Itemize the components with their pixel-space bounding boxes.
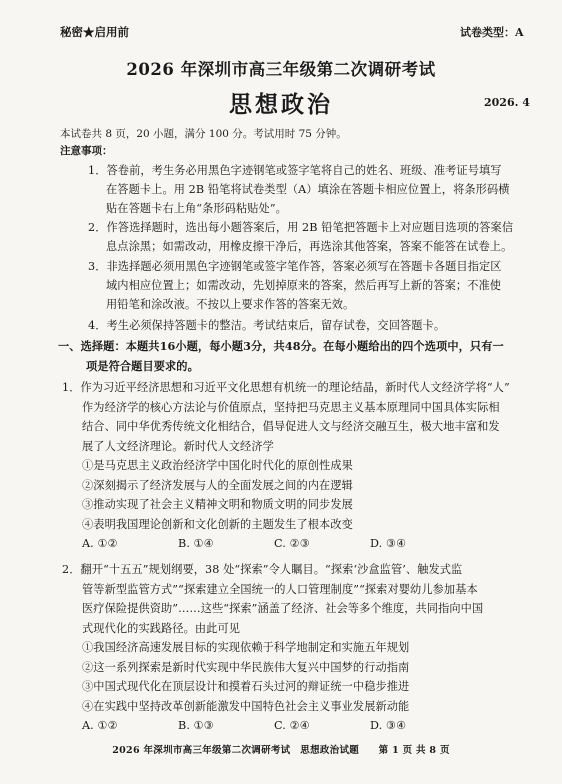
answer-options — [62, 534, 510, 554]
section-line: 项是符合题目要求的。 — [86, 359, 199, 373]
note-line: 域内相应位置上；如需改动，先划掉原来的答案，然后再写上新的答案；不准使 — [106, 279, 502, 292]
option-a: A. ①② — [82, 537, 118, 550]
statement-item: ①是马克思主义政治经济学中国化时代化的原创性成果 — [82, 459, 353, 472]
note-line: 4．考生必须保持答题卡的整洁。考试结束后，留存试卷，交回答题卡。 — [88, 319, 446, 332]
question-stem-line: 作为经济学的核心方法论与价值原点，坚持把马克思主义基本原理同中国具体实际相 — [82, 400, 500, 414]
statement-item: ④表明我国理论创新和文化创新的主题发生了根本改变 — [82, 517, 353, 531]
option-d: D. ③④ — [370, 537, 407, 550]
note-line: 用铅笔和涂改液。不按以上要求作答的答案无效。 — [106, 298, 355, 311]
statement-item: ②这一系列探索是新时代实现中华民族伟大复兴中国梦的行动指南 — [82, 660, 410, 674]
question-stem-line: 1．作为习近平经济思想和习近平文化思想有机统一的理论结晶，新时代人文经济学将“人” — [62, 381, 510, 394]
question-stem-line: 展了人文经济理论。新时代人文经济学 — [82, 439, 274, 453]
question-2 — [62, 560, 483, 736]
option-c: C. ②④ — [274, 719, 310, 732]
option-b: B. ①③ — [178, 719, 214, 732]
statement-item: ③推动实现了社会主义精神文明和物质文明的同步发展 — [82, 498, 353, 511]
question-stem-line: 式现代化的实践路径。由此可见 — [82, 621, 241, 635]
option-d: D. ③④ — [370, 719, 407, 732]
exam-title: 2026 年深圳市高三年级第二次调研考试 — [126, 60, 436, 79]
statement-item: ④在实践中坚持改革创新能激发中国特色社会主义事业发展新动能 — [82, 699, 410, 713]
note-line: 息点涂黑；如需改动，用橡皮擦干净后，再选涂其他答案，答案不能答在试卷上。 — [106, 240, 513, 253]
exam-date: 2026. 4 — [484, 96, 530, 109]
subject-title: 思想政治 — [229, 91, 333, 118]
option-a: A. ①② — [82, 719, 118, 732]
section-line: 一、选择题：本题共16小题，每小题3分，共48分。在每小题给出的四个选项中，只有一 — [58, 339, 504, 353]
paper-type: 试卷类型：A — [460, 26, 524, 39]
note-line: 在答题卡上。用 2B 铅笔将试卷类型（A）填涂在答题卡相应位置上，将条形码横 — [106, 183, 510, 196]
note-1 — [88, 161, 510, 218]
note-line: 1．答卷前，考生务必用黑色字迹钢笔或签字笔将自己的姓名、班级、准考证号填写 — [88, 164, 502, 177]
question-stem-line: 管等新型监管方式”“探索建立全国统一的人口管理制度”“探索对婴幼儿参加基本 — [82, 582, 478, 596]
note-line: 2．作答选择题时，选出每小题答案后，用 2B 铅笔把答题卡上对应题目选项的答案信 — [88, 221, 514, 234]
note-4 — [88, 316, 445, 335]
page-footer: 2026 年深圳市高三年级第二次调研考试 思想政治试题 第 1 页 共 8 页 — [112, 745, 450, 756]
statement-item: ①我国经济高速发展目标的实现依赖于科学地制定和实施五年规划 — [82, 641, 410, 654]
statement-item: ②深刻揭示了经济发展与人的全面发展之间的内在逻辑 — [82, 478, 353, 492]
note-3 — [88, 257, 502, 314]
exam-info: 本试卷共 8 页，20 小题，满分 100 分。考试用时 75 分钟。 — [60, 128, 347, 140]
note-2 — [88, 218, 513, 256]
option-b: B. ①④ — [178, 537, 214, 550]
note-line: 3．非选择题必须用黑色字迹钢笔或签字笔作答，答案必须写在答题卡各题目指定区 — [88, 260, 502, 273]
note-line: 贴在答题卡右上角“条形码粘贴处”。 — [106, 202, 287, 215]
question-1 — [62, 378, 510, 554]
secret-label: 秘密★启用前 — [60, 25, 129, 39]
section-heading — [58, 336, 504, 376]
statement-item: ③中国式现代化在顶层设计和摸着石头过河的辩证统一中稳步推进 — [82, 680, 410, 693]
option-c: C. ②③ — [274, 537, 310, 550]
notes-heading: 注意事项： — [60, 145, 113, 157]
answer-options — [62, 716, 483, 736]
question-stem-line: 2．翻开“十五五”规划纲要，38 处“探索”令人瞩目。“探索‘沙盒监管’、触发式监 — [62, 563, 463, 576]
question-stem-line: 结合、同中华优秀传统文化相结合，倡导促进人文与经济交融互生，极大地丰富和发 — [82, 420, 500, 433]
question-stem-line: 医疗保险提供资助”……这些“探索”涵盖了经济、社会等多个维度，共同指向中国 — [82, 602, 484, 615]
